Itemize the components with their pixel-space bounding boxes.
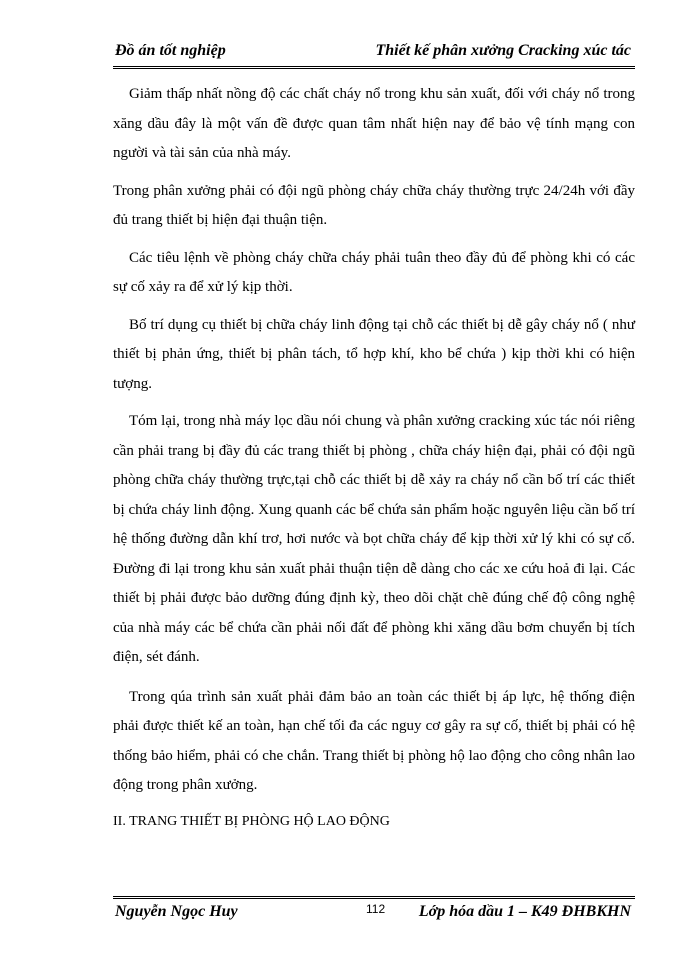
paragraph-summary: Tóm lại, trong nhà máy lọc dầu nói chung và phân xưởng cracking xúc tác nói riêng cần phải trang bị đầy đủ các trang thiết bị phòng , chữa cháy hiện đại, phải có đội ngũ phòng chữa cháy thường trực,tại chỗ các thiết bị dễ xảy ra cháy nổ cần bố trí các thiết bị chứa cháy linh động. Xung quanh các bể chứa sản phẩm hoặc nguyên liệu cần bố trí hệ thống đường dẫn khí trơ, hơi nước và bọt chữa cháy để kịp thời xử lý khi có sự cố. Đường đi lại trong khu sản xuất phải thuận tiện dễ dàng cho các xe cứu hoả đi lại. Các thiết bị phải được bảo dưỡng đúng định kỳ, theo dõi chặt chẽ đúng chế độ công nghệ của nhà máy các bể chứa cần phải nối đất để phòng khi xăng dầu bơm chuyển bị tích điện, sét đánh. bbox=[113, 413, 635, 665]
paragraph-pressure-safety: Trong qúa trình sản xuất phải đảm bảo an toàn các thiết bị áp lực, hệ thống điện phải được thiết kế an toàn, hạn chế tối đa các nguy cơ gây ra sự cố, thiết bị phải có hệ thống bảo hiểm, phải có che chắn. Trang thiết bị phòng hộ lao động cho công nhân lao động trong phân xưởng. bbox=[113, 688, 635, 793]
header-thesis-title: Thiết kế phân xưởng Cracking xúc tác bbox=[375, 42, 631, 59]
page-footer bbox=[113, 896, 635, 925]
footer-author: Nguyễn Ngọc Huy bbox=[115, 903, 238, 920]
paragraph-fire-team: Trong phân xưởng phải có đội ngũ phòng cháy chữa cháy thường trực 24/24h với đầy đủ trang thiết bị hiện đại thuận tiện. bbox=[113, 182, 635, 228]
page-number: 112 bbox=[366, 902, 386, 916]
section-heading: II. TRANG THIẾT BỊ PHÒNG HỘ LAO ĐỘNG bbox=[113, 813, 390, 829]
page-body bbox=[113, 80, 635, 833]
paragraph-reduce-flammables: Giảm thấp nhất nồng độ các chất cháy nổ trong khu sản xuất, đối với cháy nổ trong xăng dầu đây là một vấn đề được quan tâm nhất hiện nay để bảo vệ tính mạng con người và tài sản của nhà máy. bbox=[113, 86, 635, 161]
header-thesis-label: Đồ án tốt nghiệp bbox=[115, 42, 226, 59]
page-header bbox=[113, 40, 635, 69]
footer-class: Lớp hóa dầu 1 – K49 ĐHBKHN bbox=[418, 903, 631, 920]
paragraph-fire-rules: Các tiêu lệnh về phòng cháy chữa cháy phải tuân theo đầy đủ để phòng khi có các sự cố xảy ra để xử lý kịp thời. bbox=[113, 249, 635, 295]
paragraph-fire-equipment: Bố trí dụng cụ thiết bị chữa cháy linh động tại chỗ các thiết bị dễ gây cháy nổ ( như thiết bị phản ứng, thiết bị phân tách, tổ hợp khí, kho bể chứa ) kịp thời khi có hiện tượng. bbox=[113, 316, 635, 392]
